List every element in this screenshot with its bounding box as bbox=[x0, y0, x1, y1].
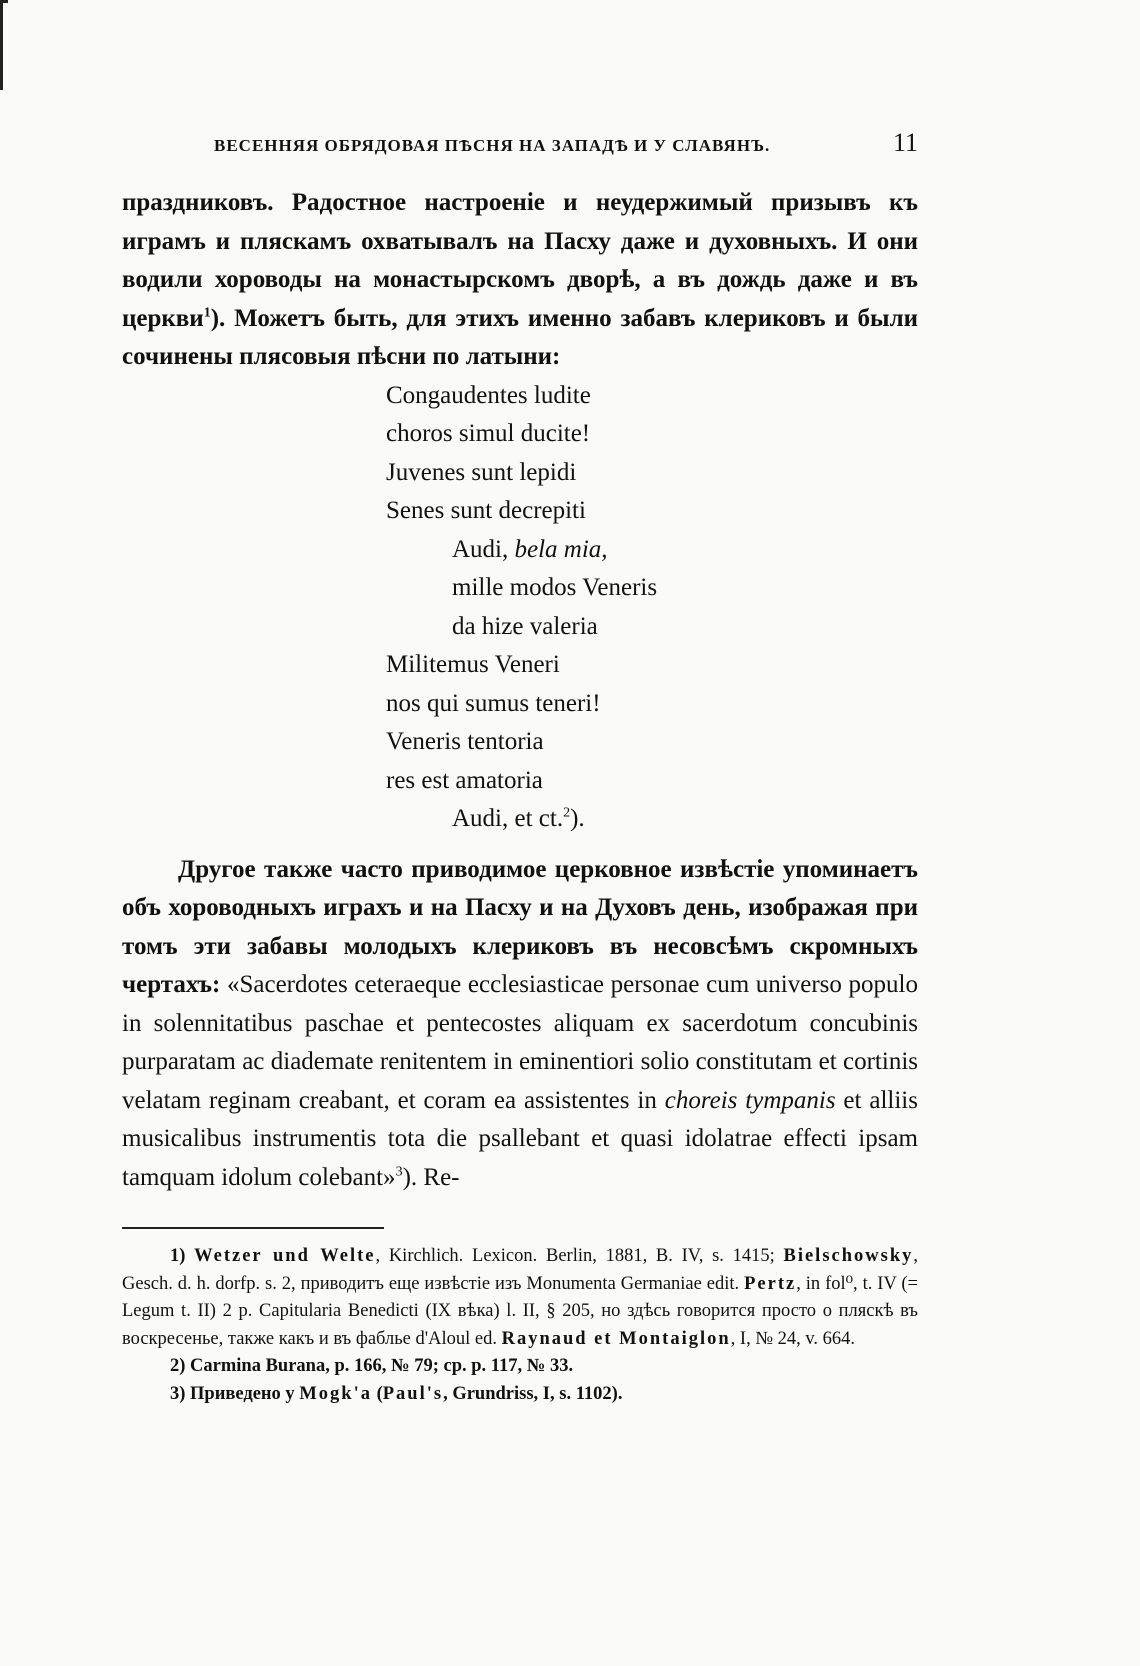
poem-line: Militemus Veneri bbox=[386, 651, 560, 678]
paragraph-2-latin-2: et alliis musicalibus instrumentis tota die psallebant et quasi idolatrae effecti ipsam tamquam idolum colebant» bbox=[122, 1086, 918, 1191]
poem-line: Veneris tentoria bbox=[386, 728, 544, 755]
author-name: Pertz bbox=[744, 1273, 797, 1294]
book-page bbox=[122, 128, 918, 1408]
citation-text: , I, № 24, v. 664. bbox=[730, 1328, 856, 1349]
footnote-ref-3: 3 bbox=[395, 1164, 403, 1180]
citation-text: , Grundriss, I, s. 1102). bbox=[443, 1383, 623, 1404]
paragraph-1-text-2: ). Можетъ быть, для этихъ именно забавъ клериковъ и были сочинены плясовыя пѣсни по латыни: bbox=[122, 304, 918, 370]
running-header bbox=[214, 128, 918, 158]
poem-line: nos qui sumus teneri! bbox=[386, 689, 601, 717]
poem-line-part: Audi, bbox=[452, 535, 515, 563]
paragraph-1 bbox=[122, 184, 918, 377]
author-name: Raynaud et Montaiglon bbox=[501, 1328, 731, 1349]
poem-line: Congaudentes ludite bbox=[386, 381, 591, 409]
author-name: Wetzer und Welte bbox=[194, 1246, 376, 1266]
paragraph-2-latin: «Sacerdotes ceteraeque ecclesiasticae personae cum universo populo in solennitatibus paschae et pentecostes aliquam ex sacerdotum concubinis purparatam ac diademate renitentem in eminentiori solio constitutam et cortinis velatam reginam creabant, et coram ea assistentes in bbox=[122, 971, 918, 1114]
poem-line-part: Audi, et ct. bbox=[452, 805, 564, 832]
author-name: Mogk'a bbox=[299, 1383, 372, 1404]
citation-text: , Gesch. d. h. dorfp. s. 2, приводитъ еще извѣстіе изъ Monumenta Germaniae edit. bbox=[122, 1246, 918, 1294]
footnotes bbox=[122, 1243, 918, 1408]
poem-line: mille modos Veneris bbox=[452, 574, 658, 601]
footnote-ref-2: 2 bbox=[563, 805, 571, 821]
footnote-3 bbox=[122, 1381, 918, 1409]
footnote-divider bbox=[122, 1227, 384, 1229]
author-name: Bielschowsky bbox=[783, 1246, 914, 1266]
paragraph-1-text: праздниковъ. Радостное настроеніе и неудержимый призывъ къ играмъ и пляскамъ охватывалъ на Пасху даже и духовныхъ. И они водили хороводы на монастырскомъ дворѣ, а въ дождь даже и въ церкви bbox=[122, 189, 918, 332]
poem-line: choros simul ducite! bbox=[386, 420, 591, 447]
citation-text: , in fol⁰, t. IV (= Legum t. II) 2 p. Capitularia Benedicti (IX вѣка) l. II, § 205, но здѣсь говорится просто о пляскѣ въ воскресенье, также какъ и въ фаблье d'Aloul ed. bbox=[122, 1273, 918, 1349]
paragraph-2-italic: choreis tympanis bbox=[664, 1086, 836, 1114]
poem-line: da hize valeria bbox=[452, 612, 598, 640]
author-name: Paul's bbox=[382, 1383, 444, 1404]
paragraph-2 bbox=[122, 851, 918, 1198]
poem-line: res est amatoria bbox=[386, 766, 543, 794]
poem-refrain-line bbox=[386, 800, 918, 839]
page-number: 11 bbox=[892, 128, 918, 157]
citation-text: 3) Приведено у bbox=[170, 1383, 300, 1404]
poem-line-end: ). bbox=[570, 805, 585, 832]
latin-poem bbox=[386, 377, 918, 839]
footnote-1 bbox=[122, 1243, 918, 1353]
footnote-number: 1) bbox=[170, 1246, 195, 1266]
poem-line: Senes sunt decrepiti bbox=[386, 497, 586, 524]
page-edge-mark bbox=[0, 0, 8, 90]
paragraph-2-end: ). Re- bbox=[402, 1163, 460, 1191]
citation-text: ( bbox=[371, 1383, 383, 1404]
footnote-ref-1: 1 bbox=[203, 305, 211, 321]
paragraph-2-russian: Другое также часто приводимое церковное извѣстіе упоминаетъ объ хороводныхъ играхъ и на Пасху и на Духовъ день, изображая при томъ эти забавы молодыхъ клериковъ въ несовсѣмъ скромныхъ чертахъ: bbox=[122, 855, 918, 998]
citation-text: , Kirchlich. Lexicon. Berlin, 1881, B. IV, s. 1415; bbox=[375, 1246, 784, 1266]
footnote-2: 2) Carmina Burana, p. 166, № 79; ср. р. 117, № 33. bbox=[170, 1356, 574, 1376]
poem-line: Juvenes sunt lepidi bbox=[386, 458, 577, 486]
poem-italic-phrase: bela mia, bbox=[514, 535, 608, 563]
header-title: ВЕСЕННЯЯ ОБРЯДОВАЯ ПѢСНЯ НА ЗАПАДѢ И У СЛАВЯНЪ. bbox=[214, 136, 771, 155]
poem-refrain-line bbox=[386, 531, 918, 570]
